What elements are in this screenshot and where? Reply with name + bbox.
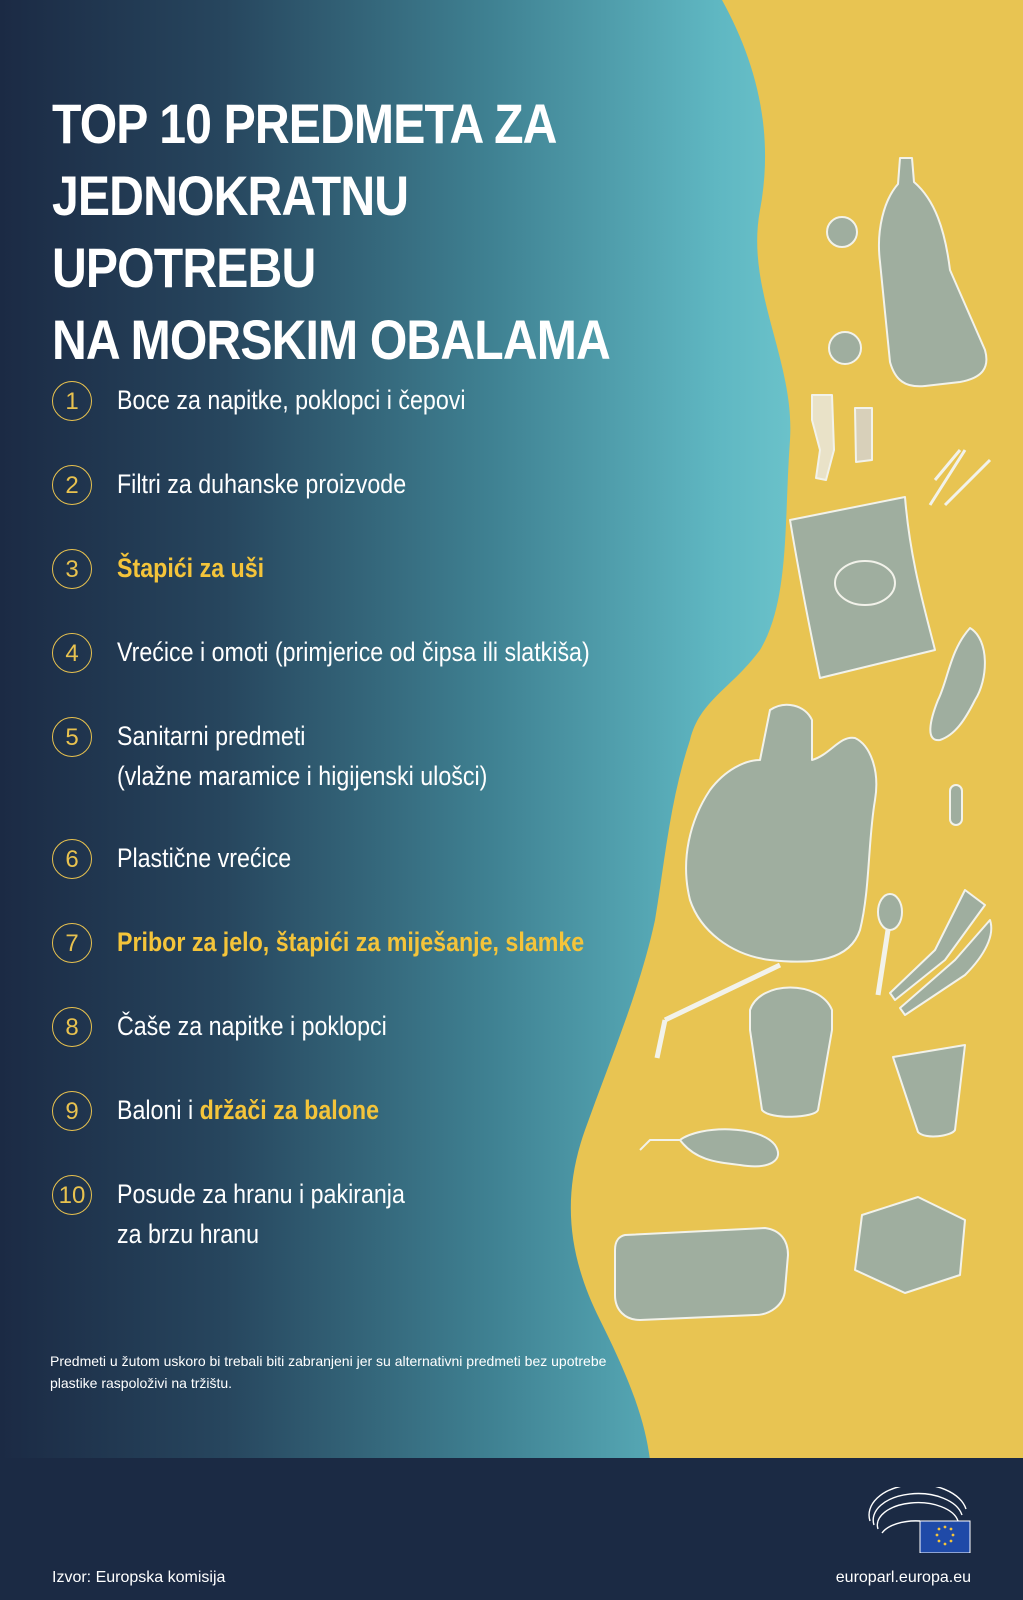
list-item bbox=[52, 380, 522, 421]
balloon-icon bbox=[680, 1129, 778, 1166]
list-item bbox=[52, 632, 667, 673]
food-container-icon bbox=[615, 1228, 788, 1320]
list-item bbox=[52, 1006, 431, 1047]
bottle-icon bbox=[879, 158, 986, 386]
list-item bbox=[52, 548, 288, 589]
cigarette-filter-icon bbox=[855, 408, 872, 462]
item-number: 9 bbox=[52, 1091, 92, 1131]
plastic-cup-icon bbox=[893, 1045, 965, 1136]
takeaway-box-icon bbox=[855, 1197, 965, 1293]
item-number: 1 bbox=[52, 381, 92, 421]
item-number: 3 bbox=[52, 549, 92, 589]
item-label: Čaše za napitke i poklopci bbox=[117, 1011, 387, 1041]
item-number: 5 bbox=[52, 717, 92, 757]
cigarette-filter-icon bbox=[812, 395, 834, 480]
chips-bag-icon bbox=[790, 497, 935, 678]
list-item bbox=[52, 1090, 422, 1131]
plastic-bag-icon bbox=[686, 705, 876, 962]
item-label: Boce za napitke, poklopci i čepovi bbox=[117, 385, 466, 415]
european-parliament-logo bbox=[864, 1487, 974, 1553]
list-item bbox=[52, 922, 660, 963]
item-number: 6 bbox=[52, 839, 92, 879]
cup-with-lid-icon bbox=[750, 988, 832, 1117]
tampon-icon bbox=[950, 785, 962, 825]
ear-stick-icon bbox=[945, 460, 990, 505]
spoon-icon bbox=[878, 894, 902, 930]
title-line-2: JEDNOKRATNU UPOTREBU bbox=[52, 164, 409, 299]
item-number: 4 bbox=[52, 633, 92, 673]
item-label: Filtri za duhanske proizvode bbox=[117, 469, 407, 499]
item-label: Štapići za uši bbox=[117, 553, 265, 583]
item-number: 7 bbox=[52, 923, 92, 963]
page-title bbox=[52, 88, 637, 376]
source-label: Izvor: Europska komisija bbox=[52, 1569, 226, 1586]
item-number: 2 bbox=[52, 465, 92, 505]
bottle-cap-icon bbox=[827, 217, 857, 247]
item-label: Sanitarni predmeti (vlažne maramice i higijenski ulošci) bbox=[117, 721, 488, 791]
footnote: Predmeti u žutom uskoro bi trebali biti zabranjeni jer su alternativni predmeti bez upotrebe plastike raspoloživi na tržištu. bbox=[50, 1353, 607, 1391]
title-line-3: NA MORSKIM OBALAMA bbox=[52, 308, 610, 371]
list-item bbox=[52, 1174, 452, 1254]
title-line-1: TOP 10 PREDMETA ZA bbox=[52, 92, 557, 155]
item-number: 8 bbox=[52, 1007, 92, 1047]
list-item bbox=[52, 838, 320, 879]
item-label: Pribor za jelo, štapići za miješanje, slamke bbox=[117, 927, 585, 957]
item-label: Posude za hranu i pakiranja za brzu hranu bbox=[117, 1179, 405, 1249]
item-number: 10 bbox=[52, 1175, 92, 1215]
bottle-cap-icon bbox=[829, 332, 861, 364]
sanitary-pad-icon bbox=[930, 628, 985, 740]
item-label: Baloni i držači za balone bbox=[117, 1095, 379, 1125]
list-item bbox=[52, 716, 548, 796]
website-link[interactable]: europarl.europa.eu bbox=[835, 1569, 971, 1586]
list-item bbox=[52, 464, 453, 505]
item-label: Vrećice i omoti (primjerice od čipsa ili slatkiša) bbox=[117, 637, 590, 667]
item-label: Plastične vrećice bbox=[117, 843, 292, 873]
